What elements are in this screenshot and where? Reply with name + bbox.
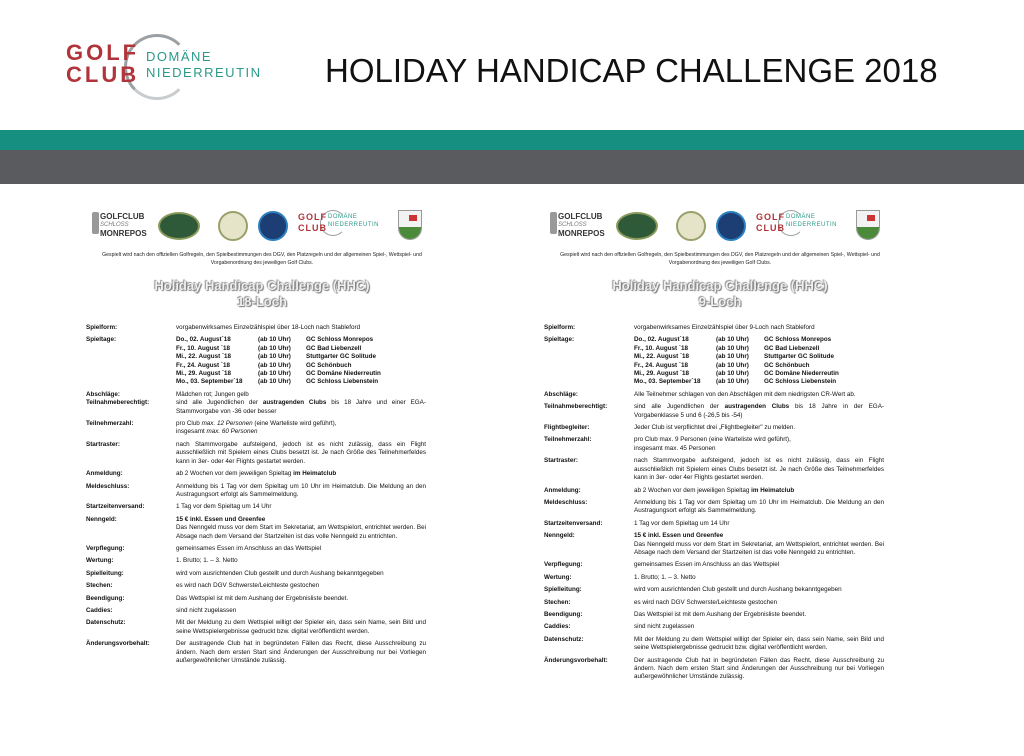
row-value: gemeinsames Essen im Anschluss an das Wettspiel (634, 561, 780, 569)
time: (ab 10 Uhr) (258, 344, 291, 352)
date-row (176, 353, 381, 361)
date: Mi., 29. August ´18 (634, 370, 690, 378)
row-value: Das Wettspiel ist mit dem Aushang der Ergebnisliste beendet. (176, 594, 349, 602)
row-spielleitung (86, 570, 426, 578)
row-abschlaege (544, 391, 884, 399)
logo-golf-text: GOLF (66, 40, 140, 65)
text: pro Club max. 9 Personen (eine Warteliste wird geführt), (634, 436, 791, 444)
row-label: Caddies: (544, 623, 571, 631)
gc-solitude-logo (218, 211, 248, 241)
row-value: Alle Teilnehmer schlagen von den Abschlägen mit dem niedrigsten CR-Wert ab. (634, 390, 856, 398)
row-aenderung (544, 657, 884, 682)
row-startzeiten (86, 503, 426, 511)
date: Mo., 03. September´18 (176, 378, 243, 386)
date-row (634, 345, 839, 353)
row-label: Startraster: (544, 457, 578, 465)
row-label: Spielleitung: (544, 586, 582, 594)
date: Mi., 22. August ´18 (634, 353, 690, 361)
sponsor-text: MONREPOS (558, 229, 605, 238)
club: GC Schloss Monrepos (764, 336, 832, 344)
panel-title-line2: 9-Loch (698, 294, 742, 309)
row-label: Wertung: (544, 573, 572, 581)
date-row (176, 345, 381, 353)
row-aenderung (86, 640, 426, 665)
grass-shape (399, 227, 422, 239)
golfclub-domaene-niederreutin-logo (66, 36, 276, 106)
row-label: Spieltage: (86, 336, 117, 344)
gc-schoenbuch-logo (258, 211, 288, 241)
date-row (176, 362, 381, 370)
time: (ab 10 Uhr) (258, 370, 291, 378)
date: Mi., 29. August ´18 (176, 370, 232, 378)
row-teilnehmerzahl (544, 436, 884, 453)
club: GC Schloss Monrepos (306, 336, 374, 344)
time: (ab 10 Uhr) (716, 336, 749, 344)
row-label: Flightbegleiter: (544, 424, 590, 432)
row-verpflegung (544, 561, 884, 569)
row-beendigung (544, 611, 884, 619)
row-value: gemeinsames Essen im Anschluss an das Wettspiel (176, 544, 322, 552)
disclaimer: Gespielt wird nach den offiziellen Golfregeln, den Spielbestimmungen des DGV, den Platzregeln und der allgemeinen Spiel-, Wettspiel- und Vorgabenordnung des jeweiligen Golf Clubs. (560, 252, 880, 266)
panel-title (92, 278, 432, 310)
row-value: 1. Brutto; 1. – 3. Netto (176, 557, 238, 565)
row-label: Meldeschluss: (86, 482, 130, 490)
club: Stuttgarter GC Solitude (764, 353, 834, 361)
time: (ab 10 Uhr) (258, 361, 291, 369)
gc-domaene-niederreutin-logo (756, 208, 836, 244)
row-anmeldung (86, 470, 426, 478)
text: pro Club (176, 420, 202, 428)
club: Stuttgarter GC Solitude (306, 353, 376, 361)
text-bold: 15 € inkl. Essen und Greenfee (176, 515, 266, 523)
row-caddies (544, 623, 884, 631)
row-value: vorgabenwirksames Einzelzählspiel über 18-Loch nach Stableford (176, 324, 361, 331)
row-label: Datenschutz: (544, 635, 584, 643)
text: insgesamt max. 45 Personen (634, 444, 716, 452)
gc-schoenbuch-logo (716, 211, 746, 241)
row-teilnahme (544, 403, 884, 420)
date: Fr., 10. August ´18 (176, 344, 231, 352)
gc-bad-liebenzell-logo (158, 212, 200, 240)
teal-band (0, 130, 1024, 150)
row-stechen (86, 582, 426, 590)
dates-table (634, 336, 839, 386)
text-italic: max. 12 Personen (201, 420, 253, 428)
row-label: Anmeldung: (86, 470, 123, 478)
time: (ab 10 Uhr) (716, 353, 749, 361)
time: (ab 10 Uhr) (258, 353, 291, 361)
gray-band (0, 150, 1024, 184)
row-startraster (86, 441, 426, 466)
sponsor-text: MONREPOS (100, 229, 147, 238)
panel-title-line1: Holiday Handicap Challenge (HHC) (154, 278, 370, 293)
panel-title-line2: 18-Loch (237, 294, 287, 309)
rules-list (86, 324, 426, 665)
row-startraster (544, 457, 884, 482)
row-label: Caddies: (86, 606, 113, 614)
rules-list (544, 324, 884, 682)
row-value (634, 436, 884, 453)
text-bold: 15 € inkl. Essen und Greenfee (634, 532, 724, 540)
row-label: Wertung: (86, 557, 114, 565)
sponsor-text: SCHLOSS (100, 222, 129, 228)
row-label: Verpflegung: (544, 561, 583, 569)
row-value: Mädchen rot; Jungen gelb (176, 390, 249, 398)
row-meldeschluss (544, 499, 884, 516)
date: Mo., 03. September´18 (634, 378, 701, 386)
row-abschlaege (86, 391, 426, 399)
row-value (176, 336, 426, 386)
row-label: Beendigung: (86, 594, 125, 602)
panel-title-line1: Holiday Handicap Challenge (HHC) (612, 278, 828, 293)
panel-18-loch (78, 204, 538, 752)
row-value (176, 399, 426, 416)
sponsor-text: DOMÄNE (328, 214, 358, 220)
row-value: 1. Brutto; 1. – 3. Netto (634, 573, 696, 581)
row-value: es wird nach DGV Schwerste/Leichteste gestochen (634, 598, 778, 606)
row-value (634, 487, 884, 495)
time: (ab 10 Uhr) (716, 370, 749, 378)
logo-domaene-text: DOMÄNE (146, 49, 213, 64)
sponsor-text: CLUB (298, 223, 327, 233)
sponsor-text: SCHLOSS (558, 222, 587, 228)
gc-schloss-monrepos-logo (550, 208, 608, 244)
row-label: Nenngeld: (544, 532, 575, 540)
dates-table (176, 336, 381, 386)
logo-niederreutin-text: NIEDERREUTIN (146, 65, 262, 80)
tower-icon (92, 212, 99, 234)
row-value (634, 403, 884, 420)
row-spielleitung (544, 586, 884, 594)
text: ab 2 Wochen vor dem jeweiligen Spieltag (634, 486, 752, 494)
sponsor-text: NIEDERREUTIN (786, 222, 838, 228)
flag-icon (867, 215, 875, 221)
row-label: Datenschutz: (86, 619, 126, 627)
row-teilnehmerzahl (86, 420, 426, 437)
gc-liebenstein-logo (856, 210, 880, 240)
row-label: Teilnahmeberechtigt: (544, 403, 608, 411)
row-wertung (86, 557, 426, 565)
date-row (634, 378, 839, 386)
gc-schloss-monrepos-logo (92, 208, 150, 244)
row-meldeschluss (86, 483, 426, 500)
row-label: Startzeitenversand: (86, 503, 145, 511)
text: Das Nenngeld muss vor dem Start im Sekretariat, am Wettspielort, entrichtet werden. Bei Absage nach dem Versand der Startzeiten ist das volle Nenngeld zu entrichten. (634, 540, 884, 556)
row-label: Beendigung: (544, 610, 583, 618)
row-beendigung (86, 595, 426, 603)
row-value: wird vom ausrichtenden Club gestellt und durch Aushang bekanntgegeben (634, 586, 842, 594)
row-label: Stechen: (544, 598, 571, 606)
gc-liebenstein-logo (398, 210, 422, 240)
text-bold: austragenden Clubs (262, 399, 327, 407)
time: (ab 10 Uhr) (716, 344, 749, 352)
row-label: Spielform: (86, 324, 118, 331)
row-verpflegung (86, 545, 426, 553)
date-row (176, 336, 381, 344)
text: Das Nenngeld muss vor dem Start im Sekretariat, am Wettspielort, entrichtet werden. Bei Absage nach dem Versand der Startzeiten ist das volle Nenngeld zu entrichten. (176, 524, 426, 540)
text: (eine Warteliste wird geführt), (252, 420, 337, 428)
row-value: Das Wettspiel ist mit dem Aushang der Ergebnisliste beendet. (634, 610, 807, 618)
sponsor-text: CLUB (756, 223, 785, 233)
club: GC Bad Liebenzell (306, 344, 362, 352)
text-bold: im Heimatclub (751, 486, 795, 494)
row-label: Abschläge: (544, 390, 578, 398)
row-nenngeld (86, 516, 426, 541)
row-label: Nenngeld: (86, 515, 117, 523)
time: (ab 10 Uhr) (716, 378, 749, 386)
sponsor-logos (92, 208, 432, 248)
date-row (634, 370, 839, 378)
row-value: nach Stammvorgabe aufsteigend, jedoch ist es nicht zulässig, dass ein Flight ausschließlich mit Spielern eines Clubs besetzt ist. Je nach Größe des Teilnehmerfeldes kann in 3er- oder 4er Flights gestartet werden. (634, 457, 884, 482)
flag-icon (409, 215, 417, 221)
row-label: Teilnehmerzahl: (544, 436, 592, 444)
club: GC Domäne Niederreutin (764, 370, 839, 378)
row-label: Spielleitung: (86, 569, 124, 577)
sponsor-text: GOLFCLUB (100, 212, 145, 221)
date-row (634, 353, 839, 361)
row-label: Änderungsvorbehalt: (544, 656, 608, 664)
panel-title (550, 278, 890, 310)
row-value: Anmeldung bis 1 Tag vor dem Spieltag um 10 Uhr im Heimatclub. Die Meldung an den Austragungsort erfolgt als Sammelmeldung. (176, 482, 426, 498)
date: Do., 02. August´18 (176, 336, 231, 344)
row-value: vorgabenwirksames Einzelzählspiel über 9-Loch nach Stableford (634, 324, 815, 331)
text: sind alle Jugendlichen der (176, 399, 263, 407)
page-title: HOLIDAY HANDICAP CHALLENGE 2018 (325, 52, 938, 89)
date: Fr., 24. August ´18 (634, 361, 689, 369)
page-header (0, 0, 1024, 130)
row-label: Startzeitenversand: (544, 519, 603, 527)
grass-shape (857, 227, 880, 239)
row-nenngeld (544, 532, 884, 557)
sponsor-text: GOLF (298, 212, 327, 222)
row-value: nach Stammvorgabe aufsteigend, jedoch ist es nicht zulässig, dass ein Flight ausschließlich mit Spielern eines Clubs besetzt ist. Je nach Größe des Teilnehmerfeldes kann in 3er- oder 4er Flights gestartet werden. (176, 440, 426, 465)
text: ab 2 Wochen vor dem jeweiligen Spieltag (176, 470, 294, 478)
date-row (176, 378, 381, 386)
row-startzeiten (544, 520, 884, 528)
row-value: Mit der Meldung zu dem Wettspiel willigt der Spieler ein, dass sein Name, sein Bild und seine Wettspielergebnisse gedruckt bzw. digital veröffentlicht werden. (634, 635, 884, 652)
row-value (634, 336, 884, 386)
club: GC Schönbuch (764, 361, 810, 369)
sponsor-logos (550, 208, 890, 248)
row-datenschutz (544, 636, 884, 653)
row-wertung (544, 574, 884, 582)
text: bis 18 Jahre in der EGA-Vorgabenklasse 5 und 6 (-26,5 bis -54) (634, 403, 885, 419)
text-bold: im Heimatclub (293, 470, 337, 478)
row-label: Stechen: (86, 582, 113, 590)
row-label: Spieltage: (544, 336, 575, 344)
club: GC Schloss Liebenstein (306, 378, 379, 386)
row-label: Startraster: (86, 440, 120, 448)
time: (ab 10 Uhr) (716, 361, 749, 369)
tower-icon (550, 212, 557, 234)
date-row (634, 336, 839, 344)
date-row (176, 370, 381, 378)
time: (ab 10 Uhr) (258, 378, 291, 386)
date: Mi., 22. August ´18 (176, 353, 232, 361)
club: GC Schönbuch (306, 361, 352, 369)
row-label: Änderungsvorbehalt: (86, 640, 150, 648)
row-caddies (86, 607, 426, 615)
row-value: sind nicht zugelassen (634, 623, 695, 631)
text-bold: austragenden Clubs (724, 403, 790, 411)
date: Do., 02. August´18 (634, 336, 689, 344)
row-teilnahme (86, 399, 426, 416)
row-value (176, 516, 426, 541)
sponsor-text: DOMÄNE (786, 214, 816, 220)
time: (ab 10 Uhr) (258, 336, 291, 344)
row-value: Jeder Club ist verpflichtet drei „Flightbegleiter" zu melden. (634, 424, 796, 432)
gc-solitude-logo (676, 211, 706, 241)
sponsor-text: GOLF (756, 212, 785, 222)
row-value: Der austragende Club hat in begründeten Fällen das Recht, diese Ausschreibung zu ändern. Nach dem ersten Start sind Änderungen der Ausschreibung nur bei Vorliegen außergewöhnlicher Umstände zulässig. (634, 656, 884, 681)
row-value: Anmeldung bis 1 Tag vor dem Spieltag um 10 Uhr im Heimatclub. Die Meldung an den Austragungsort erfolgt als Sammelmeldung. (634, 498, 884, 515)
row-value: sind nicht zugelassen (176, 606, 237, 614)
date: Fr., 24. August ´18 (176, 361, 231, 369)
club: GC Bad Liebenzell (764, 344, 820, 352)
row-value: 1 Tag vor dem Spieltag um 14 Uhr (634, 519, 730, 527)
row-spielform (544, 324, 884, 332)
club: GC Domäne Niederreutin (306, 370, 381, 378)
row-label: Teilnehmerzahl: (86, 420, 134, 428)
row-spielform (86, 324, 426, 332)
text: sind alle Jugendlichen der (634, 403, 725, 411)
row-anmeldung (544, 487, 884, 495)
row-value: Der austragende Club hat in begründeten Fällen das Recht, diese Ausschreibung zu ändern. Nach dem ersten Start sind Änderungen der Ausschreibung nur bei Vorliegen außergewöhnlicher Umstände zulässig. (176, 640, 426, 664)
row-label: Anmeldung: (544, 486, 581, 494)
row-label: Meldeschluss: (544, 498, 588, 506)
row-datenschutz (86, 619, 426, 636)
row-flightbegleiter (544, 424, 884, 432)
row-label: Verpflegung: (86, 544, 125, 552)
row-label: Abschläge: (86, 390, 120, 398)
text-italic: max. 60 Personen (206, 428, 258, 436)
row-value (176, 470, 426, 478)
disclaimer: Gespielt wird nach den offiziellen Golfregeln, den Spielbestimmungen des DGV, den Platzregeln und der allgemeinen Spiel-, Wettspiel- und Vorgabenordnung des jeweiligen Golf Clubs. (102, 252, 422, 266)
panel-9-loch (536, 204, 996, 752)
row-value (634, 532, 884, 557)
row-value: 1 Tag vor dem Spieltag um 14 Uhr (176, 503, 272, 511)
text: insgesamt (176, 428, 207, 436)
date: Fr., 10. August ´18 (634, 344, 689, 352)
row-spieltage (544, 336, 884, 386)
row-value: Mit der Meldung zu dem Wettspiel willigt der Spieler ein, dass sein Name, sein Bild und seine Wettspielergebnisse gedruckt bzw. digital veröffentlicht werden. (176, 619, 426, 635)
logo-club-text: CLUB (66, 62, 140, 87)
row-label: Teilnahmeberechtigt: (86, 399, 150, 407)
row-value: es wird nach DGV Schwerste/Leichteste gestochen (176, 582, 320, 590)
date-row (634, 362, 839, 370)
row-value (176, 420, 426, 437)
row-spieltage (86, 336, 426, 386)
row-value: wird vom ausrichtenden Club gestellt und durch Aushang bekanntgegeben (176, 569, 384, 577)
club: GC Schloss Liebenstein (764, 378, 837, 386)
sponsor-text: GOLFCLUB (558, 212, 603, 221)
sponsor-text: NIEDERREUTIN (328, 222, 380, 228)
gc-bad-liebenzell-logo (616, 212, 658, 240)
row-label: Spielform: (544, 324, 576, 331)
text: bis 18 Jahre und einer EGA-Stammvorgabe von -36 oder besser (176, 399, 426, 415)
gc-domaene-niederreutin-logo (298, 208, 378, 244)
row-stechen (544, 599, 884, 607)
